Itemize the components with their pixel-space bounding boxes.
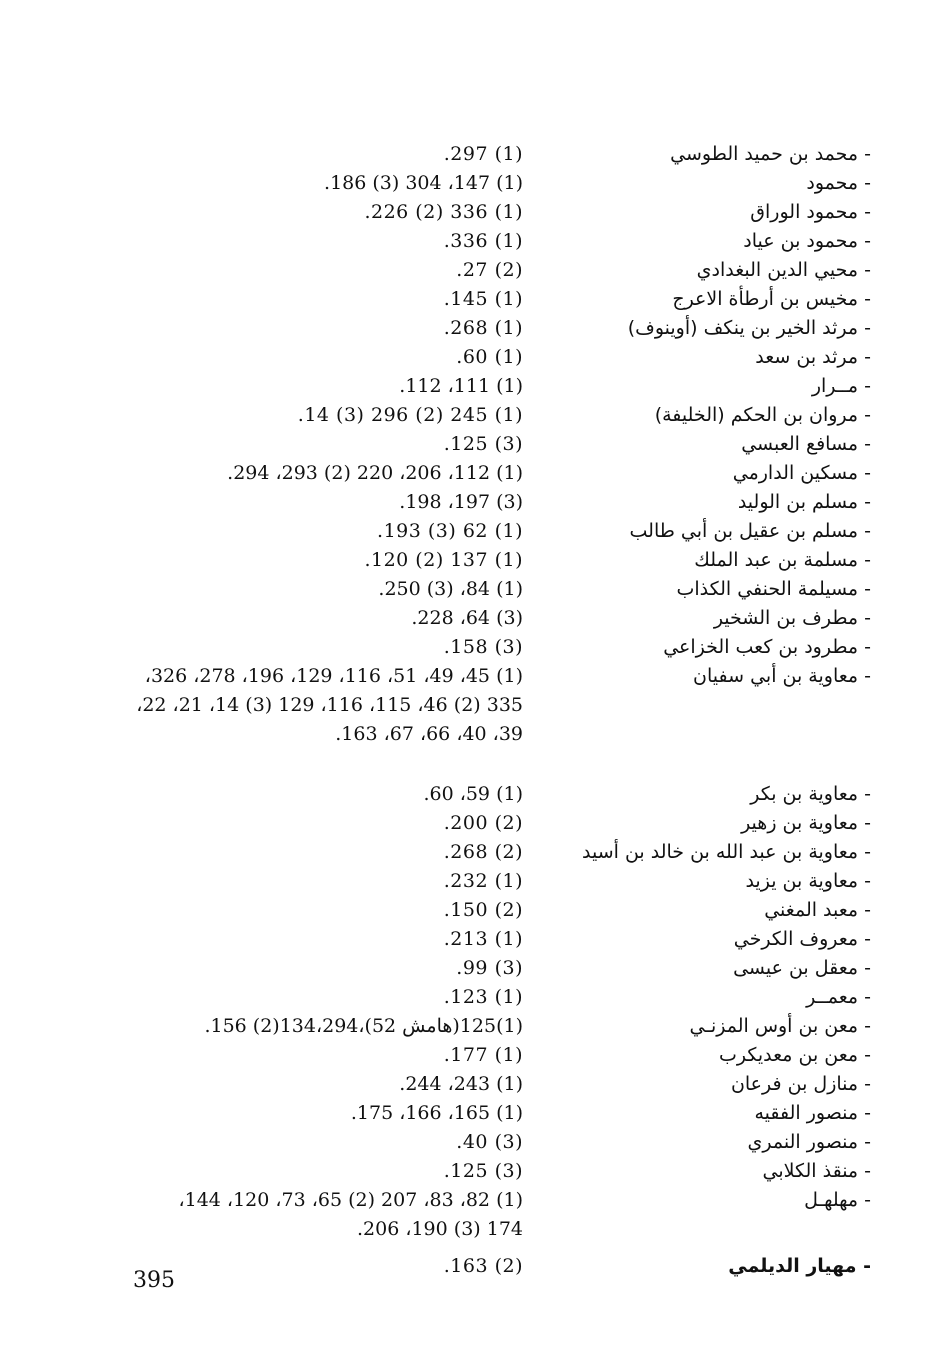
entry-name: - معقل بن عيسى [733,957,871,979]
reference-line: (2) 150. [443,899,523,921]
entry-name: - مهيار الديلمي [728,1255,871,1277]
entry-references [103,983,523,1012]
reference-line: (1) 60. [456,346,523,368]
reference-line: (2) 163. [443,1255,523,1277]
entry-references [103,227,523,256]
entry-references [103,1070,523,1099]
entry-name: - منصور الفقيه [754,1102,871,1124]
reference-line: (3) 99. [456,957,523,979]
entry-references [103,575,523,604]
reference-line: (2) 200. [443,812,523,834]
reference-line: (3) 158. [443,636,523,658]
entry-references [103,140,523,169]
entry-name: - معروف الكرخي [733,928,871,950]
reference-line: (1) 82، 83، 207 (2) 65، 73، 120، 144، [178,1189,523,1211]
reference-line: (1)125(هامش 52)،134،294(2) 156. [204,1015,523,1037]
page-number: 395 [133,1268,175,1293]
reference-line: (1) 123. [443,986,523,1008]
entry-references [103,459,523,488]
entry-name: - مرثد الخير بن ينكف (أوينوف) [627,317,871,339]
reference-line: (1) 59، 60. [423,783,523,805]
entry-references [103,1128,523,1157]
reference-line: 39، 40، 66، 67، 163. [335,723,523,745]
reference-line: (1) 62 (3) 193. [377,520,523,542]
entry-name: - مسلم بن عقيل بن أبي طالب [629,520,871,542]
entry-references [103,780,523,809]
entry-references [103,256,523,285]
reference-line: (1) 297. [443,143,523,165]
entry-references [103,1099,523,1128]
entry-name: - محمود بن عياد [743,230,871,252]
entry-name: - مرثد بن سعد [755,346,871,368]
reference-line: (2) 268. [443,841,523,863]
entry-name: - معاوية بن يزيد [745,870,871,892]
entry-name: - منقذ الكلابي [762,1160,871,1182]
reference-line: (1) 165، 166، 175. [350,1102,523,1124]
reference-line: (1) 232. [443,870,523,892]
reference-line: (2) 27. [456,259,523,281]
reference-line: (1) 45، 49، 51، 116، 129، 196، 278، 326، [144,665,523,687]
entry-name: - معمــر [806,986,871,1008]
entry-references [103,1157,523,1186]
entry-name: - محيي الدين البغدادي [696,259,871,281]
reference-line: (1) 145. [443,288,523,310]
entry-references [103,401,523,430]
reference-line: 174 (3) 190، 206. [356,1218,523,1240]
reference-line: (1) 137 (2) 120. [364,549,523,571]
entry-references [103,314,523,343]
entry-name: - مسلم بن الوليد [737,491,871,513]
entry-name: - معاوية بن عبد الله بن خالد بن أسيد [582,841,871,863]
reference-line: (1) 243، 244. [399,1073,523,1095]
entry-name: - محمود [806,172,871,194]
entry-name: - معاوية بن أبي سفيان [693,665,871,687]
entry-references [103,430,523,459]
entry-name: - مطرود بن كعب الخزاعي [663,636,871,658]
reference-line: (1) 268. [443,317,523,339]
reference-line: (1) 111، 112. [399,375,523,397]
entry-name: - محمد بن حميد الطوسي [670,143,871,165]
entry-references [103,198,523,227]
entry-name: - معاوية بن بكر [750,783,871,805]
entry-references [103,604,523,633]
entry-name: - مسافع العبسي [741,433,871,455]
entry-references [103,169,523,198]
entry-references [103,896,523,925]
entry-name: - مطرف بن الشخير [713,607,871,629]
entry-references [103,954,523,983]
entry-references [103,1041,523,1070]
reference-line: (1) 336. [443,230,523,252]
entry-name: - معن بن أوس المزنـي [689,1015,871,1037]
entry-references [103,488,523,517]
entry-name: - مسيلمة الحنفي الكذاب [676,578,871,600]
entry-references [103,809,523,838]
entry-name: - محمود الوراق [750,201,871,223]
reference-line: (3) 40. [456,1131,523,1153]
reference-line: 335 (2) 46، 115، 116، 129 (3) 14، 21، 22، [136,694,523,716]
reference-line: (1) 177. [443,1044,523,1066]
reference-line: (1) 245 (2) 296 (3) 14. [297,404,523,426]
reference-line: (1) 213. [443,928,523,950]
entry-references [103,285,523,314]
reference-line: (3) 125. [443,1160,523,1182]
entry-references [103,633,523,662]
reference-line: (3) 125. [443,433,523,455]
entry-references [103,1186,523,1244]
entry-references [103,372,523,401]
entry-name: - منازل بن فرعان [730,1073,871,1095]
entry-references [103,1012,523,1041]
entry-references [103,546,523,575]
reference-line: (1) 336 (2) 226. [364,201,523,223]
entry-references [103,517,523,546]
entry-name: - مــرار [811,375,871,397]
reference-line: (1) 147، 304 (3) 186. [324,172,523,194]
entry-references [103,867,523,896]
entry-references [103,838,523,867]
entry-name: - مخيس بن أرطأة الاعرج [672,288,871,310]
entry-references [103,343,523,372]
entry-name: - معبد المغني [764,899,871,921]
reference-line: (1) 84، (3) 250. [378,578,523,600]
reference-line: (3) 197، 198. [399,491,523,513]
reference-line: (3) 64، 228. [411,607,523,629]
entry-name: - مروان بن الحكم (الخليفة) [654,404,871,426]
entry-name: - منصور النمري [747,1131,871,1153]
entry-name: - مهلهـل [804,1189,871,1211]
reference-line: (1) 112، 206، 220 (2) 293، 294. [227,462,523,484]
entry-name: - مسلمة بن عبد الملك [694,549,871,571]
entry-references [103,662,523,749]
entry-name: - معاوية بن زهير [741,812,871,834]
entry-name: - مسكين الدارمي [732,462,871,484]
entry-references [103,925,523,954]
entry-name: - معن بن معديكرب [719,1044,871,1066]
